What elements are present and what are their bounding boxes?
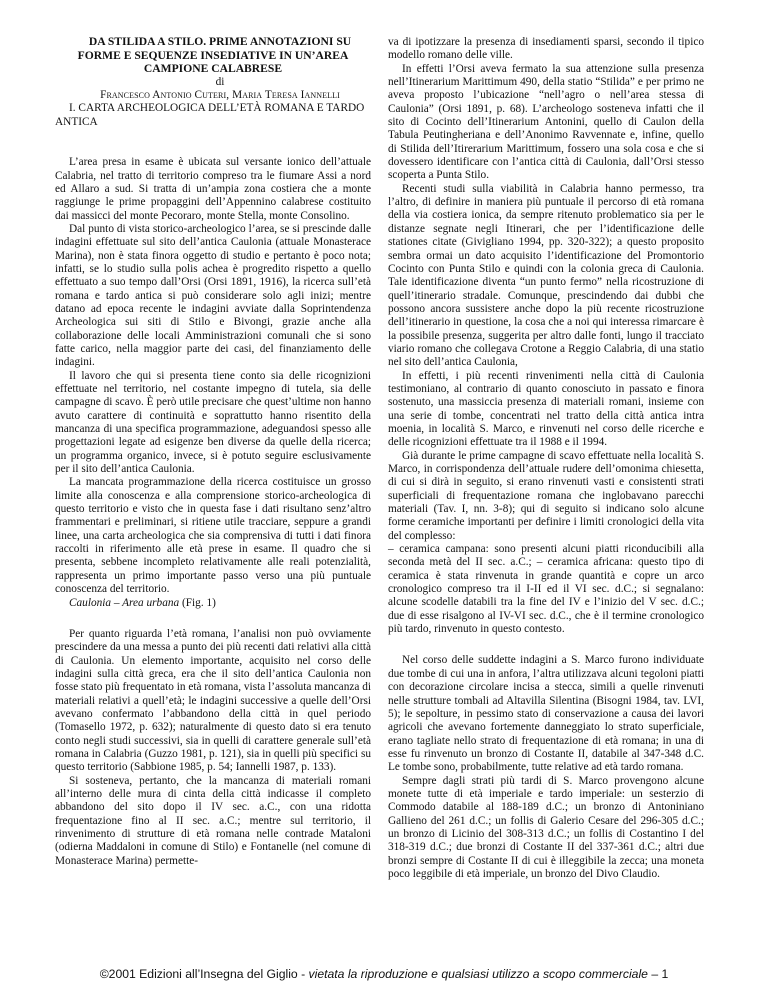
paragraph: – ceramica campana: sono presenti alcuni piatti riconducibili alla seconda metà del II sec. a.C.; – ceramica africana: questo tipo di ceramica è stata rinvenuta in grande quantità e copre un arco cronologico compreso tra il I-II ed il VI sec. d.C.; si segnalano: alcune scodelle databili tra la fine del IV e l’inizio del V sec. d.C.; due di esse risalgono al IV-VI sec. d.C., che è il termine cronologico più tardo, rinvenuto in questo contesto. [388,543,704,636]
paragraph: L’area presa in esame è ubicata sul versante ionico dell’attuale Calabria, nel tratto di territorio compreso tra le fiumare Assi a nord ed Allaro a sud. Si tratta di un’ampia zona costiera che a monte raggiunge le prime propaggini dell’Appennino calabrese costituito dai massicci del monte Pecoraro, monte Stella, monte Consolino. [55,156,371,222]
paragraph: Si sosteneva, pertanto, che la mancanza di materiali romani all’interno delle mura di cinta della città indicasse il completo abbandono del sito dopo il IV sec. a.C., con una ridotta frequentazione fino al II sec. a.C.; mentre sul territorio, il rinvenimento di strutture di età romana nelle contrade Mataloni (odierna Maddaloni in comune di Stilo) e Fontanelle (nel comune di Monasterace Marina) permette- [55,774,371,867]
article-authors: Francesco Antonio Cuteri, Maria Teresa Iannelli [100,89,340,102]
left-column [55,35,371,868]
right-column [388,36,704,881]
page-footer [0,967,768,981]
section-title: I. CARTA ARCHEOLOGICA DELL’ETÀ ROMANA E TARDO ANTICA [55,102,365,128]
paragraph: Il lavoro che qui si presenta tiene conto sia delle ricognizioni effettuate nel territorio, nel costante impegno di tutela, sia delle campagne di scavo. È però utile precisare che quest’ultime non hanno avuto carattere di continuità e soprattutto hanno risentito della mancanza di una specifica programmazione, adeguandosi spesso alle progettazioni legate ad esigenze ben diverse da quelle della ricerca; un programma organico, invece, si è potuto seguire esclusivamente per il sito dell’antica Caulonia. [55,369,371,476]
paragraph: Dal punto di vista storico-archeologico l’area, se si prescinde dalle indagini effettuate sul sito dell’antica Caulonia (attuale Monasterace Marina), non è stata finora oggetto di studio e pertanto è poco nota; infatti, se lo studio sulla polis achea è progredito rispetto a quello effettuato a suo tempo dall’Orsi (Orsi 1891, 1916), la ricerca sull’età romana e tardo antica si può considerare solo agli inizi; mentre datano ad epoca recente le indagini avviate dalla Soprintendenza Archeologica sui siti di Stilo e Bivongi, grazie anche alla collaborazione delle locali Amministrazioni comunali che si sono fatte carico, nella maggior parte dei casi, del finanziamento delle indagini. [55,222,371,369]
subsection-title-text: Caulonia – Area urbana [69,596,180,609]
paragraph: Sempre dagli strati più tardi di S. Marco provengono alcune monete tutte di età imperiale e tardo imperiale: un sesterzio di Commodo databile al 188-189 d.C.; un bronzo di Antoniniano Gallieno del 261 d.C.; un follis di Galerio Cesare del 296-305 d.C.; un bronzo di Licinio del 308-313 d.C.; un follis di Costantino I del 318-319 d.C.; due bronzi di Costante II del 337-361 d.C.; altri due bronzi sempre di Costante II di cui è illeggibile la zecca; una moneta poco leggibile di età imperiale, un bronzo del Divo Claudio. [388,774,704,880]
paragraph: Nel corso delle suddette indagini a S. Marco furono individuate due tombe di cui una in anfora, l’altra utilizzava alcuni tegoloni piatti con decorazione circolare incisa a stecca, simili a quelle rinvenuti nelle strutture tombali ad Altavilla Silentina (Bisogni 1984, tav. LVI, 5); le sepolture, in pessimo stato di conservazione a causa dei lavori agricoli che avevano fortemente danneggiato lo strato superficiale, erano tagliate nello strato di frequentazione di età romana; in una di esse fu rinvenuto un bronzo di Costante II, databile al 347-348 d.C. Le tombe sono, probabilmente, tutte relative ad età tardo romana. [388,654,704,774]
paragraph: va di ipotizzare la presenza di insediamenti sparsi, secondo il tipico modello romano delle ville. [388,36,704,62]
footer-notice: vietata la riproduzione e qualsiasi utilizzo a scopo commerciale [308,967,648,981]
paragraph: In effetti, i più recenti rinvenimenti nella città di Caulonia testimoniano, al contrario di quanto conosciuto in passato e finora sostenuto, una massiccia presenza di materiali romani, insieme con una serie di tombe, concentrati nel tratto della città antica intra moenia, in località S. Marco, e rinvenuti nel corso delle ricerche e delle ricognizioni effettuate tra il 1988 e il 1994. [388,369,704,449]
paragraph: In effetti l’Orsi aveva fermato la sua attenzione sulla presenza nell’Itinerarium Marittimum 490, della statio “Stilida” e per primo ne aveva proposto l’ubicazione “nell’agro o nell’area stessa di Caulonia” (Orsi 1891, p. 68). L’archeologo sosteneva infatti che il sito di Cocinto dell’Itinerarium Antonini, quello di Caulon della Tabula Peutingheriana e dell’Anonimo Ravvennate e, infine, quello di Stilida dell’Itirerarium Marittimum, fossero una sola cosa e che si dovessero identificare con l’antica città di Caulonia, dall’Orsi stesso scoperta a Punta Stilo. [388,62,704,182]
paragraph: La mancata programmazione della ricerca costituisce un grosso limite alla conoscenza e alla comprensione storico-archeologica di questo territorio e visto che in questa fase i dati risultano senz’altro frammentari e preliminari, si ritiene utile tracciare, seppure a grandi linee, una carta archeologica che sia comprensiva di tutti i dati finora raccolti in riferimento alle età prese in esame. Il quadro che si presenta, sebbene incompleto relativamente alle reali potenzialità, rappresenta un primo importante passo verso una più puntuale conoscenza del territorio. [55,476,371,596]
figure-reference: (Fig. 1) [181,596,216,609]
page-number: – 1 [647,967,669,981]
paragraph: Per quanto riguarda l’età romana, l’analisi non può ovviamente prescindere da una messa a punto dei più recenti dati relativi alla città di Caulonia. Un elemento importante, acquisito nel corso delle indagini sulla città greca, era che il sito dell’antica Caulonia non fosse stato più frequentato in età romana, vista l’assoluta mancanza di materiali relativi a quell’età; le indagini successive a quelle dell’Orsi avevano confermato l’abbandono della città in quel periodo (Tomasello 1972, p. 632); naturalmente di questo dato si era tenuto conto negli studi successivi, sia in quelli di carattere generale sull’età romana in Calabria (Guzzo 1981, p. 121), sia in quelli più specifici su questo territorio (Sabbione 1985, p. 54; Iannelli 1987, p. 133). [55,627,371,774]
footer-copyright: ©2001 Edizioni all’Insegna del Giglio - [99,967,309,981]
byline-di: di [215,75,225,88]
paragraph: Recenti studi sulla viabilità in Calabria hanno permesso, tra l’altro, di definire in maniera più puntuale il percorso di età romana della via costiera ionica, da sempre ritenuto problematico sia per le distanze segnate negli Itinerari, che per l’identificazione delle stationes citate (Givigliano 1994, pp. 320-322); a questo proposito sembra ormai un dato acquisito l’identificazione del Promontorio Cocinto con Punta Stilo e quindi con la colonia greca di Caulonia. Tale identificazione diventa “un punto fermo” nella ricostruzione di quell’itinerario stradale. Comunque, prescindendo dai dubbi che possono ancora sussistere anche dopo la più recente ricostruzione dell’itinerario in questione, la cosa che a noi qui interessa rimarcare è la possibile presenza, suggerita per altro dalle fonti, lungo il tracciato viario romano che collegava Crotone a Reggio Calabria, di una statio nel sito dell’antica Caulonia, [388,182,704,369]
paragraph: Già durante le prime campagne di scavo effettuate nella località S. Marco, in corrispondenza dell’attuale rudere dell’omonima chiesetta, di cui si dirà in seguito, si erano rinvenuti vasti e consistenti strati superficiali di frequentazione romana che inglobavano parecchi materiali (Tav. I, nn. 3-8); qui di seguito si indicano solo alcune forme ceramiche importanti per definire i limiti cronologici della vita del complesso: [388,449,704,542]
article-title: DA STILIDA A STILO. PRIME ANNOTAZIONI SU FORME E SEQUENZE INSEDIATIVE IN UN’AREA CAMPIONE CALABRESE [77,35,352,76]
subsection-title [55,597,371,610]
